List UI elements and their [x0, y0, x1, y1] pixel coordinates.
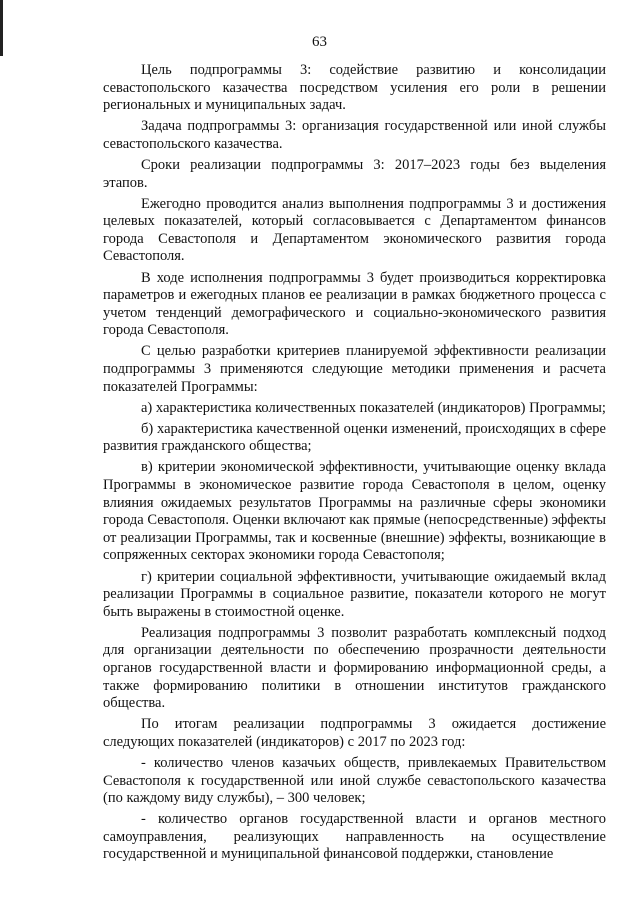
paragraph-annual-analysis: Ежегодно проводится анализ выполнения подпрограммы 3 и достижения целевых показателей, который согласовывается с Департаментом финансов города Севастополя и Департаментом экономического развития города Севастополя. — [103, 195, 606, 265]
paragraph-goal: Цель подпрограммы 3: содействие развитию и консолидации севастопольского казачества посредством усиления его роли в решении региональных и муниципальных задач. — [103, 62, 606, 114]
paragraph-results-intro: По итогам реализации подпрограммы 3 ожидается достижение следующих показателей (индикаторов) с 2017 по 2023 год: — [103, 716, 606, 750]
page-number: 63 — [312, 34, 327, 50]
paragraph-task: Задача подпрограммы 3: организация государственной или иной службы севастопольского казачества. — [103, 118, 606, 152]
paragraph-implementation: Реализация подпрограммы 3 позволит разработать комплексный подход для организации деятельности по обеспечению прозрачности деятельности органов государственной власти и формированию информационной среды, а также формированию политики в отношении институтов гражданского общества. — [103, 624, 606, 712]
paragraph-adjustment: В ходе исполнения подпрограммы 3 будет производиться корректировка параметров и ежегодных планов ее реализации в рамках бюджетного процесса с учетом тенденций демографического и социально-экономического развития города Севастополя. — [103, 269, 606, 339]
list-item-b: б) характеристика качественной оценки изменений, происходящих в сфере развития гражданского общества; — [103, 420, 606, 455]
paragraph-timeline: Сроки реализации подпрограммы 3: 2017–2023 годы без выделения этапов. — [103, 156, 606, 191]
list-item-c: в) критерии экономической эффективности, учитывающие оценку вклада Программы в экономическое развитие города Севастополя в целом, оценку влияния ожидаемых результатов Программы на различные сферы экономики города Севастополя. Оценки включают как прямые (непосредственные) эффекты от реализации Программы, так и косвенные (внешние) эффекты, возникающие в сопряженных секторах экономики города Севастополя; — [103, 459, 606, 564]
document-body — [103, 62, 606, 868]
paragraph-criteria-intro: С целью разработки критериев планируемой эффективности реализации подпрограммы 3 применяются следующие методики применения и расчета показателей Программы: — [103, 343, 606, 395]
indicator-item-1: - количество членов казачьих обществ, привлекаемых Правительством Севастополя к государственной или иной службе севастопольского казачества (по каждому виду службы), – 300 человек; — [103, 754, 606, 807]
indicator-item-2: - количество органов государственной власти и органов местного самоуправления, реализующих направленность на осуществление государственной и муниципальной финансовой поддержки, становление — [103, 811, 606, 863]
list-item-d: г) критерии социальной эффективности, учитывающие ожидаемый вклад реализации Программы в социальное развитие, показатели которого не могут быть выражены в стоимостной оценке. — [103, 568, 606, 620]
list-item-a: а) характеристика количественных показателей (индикаторов) Программы; — [141, 399, 606, 416]
